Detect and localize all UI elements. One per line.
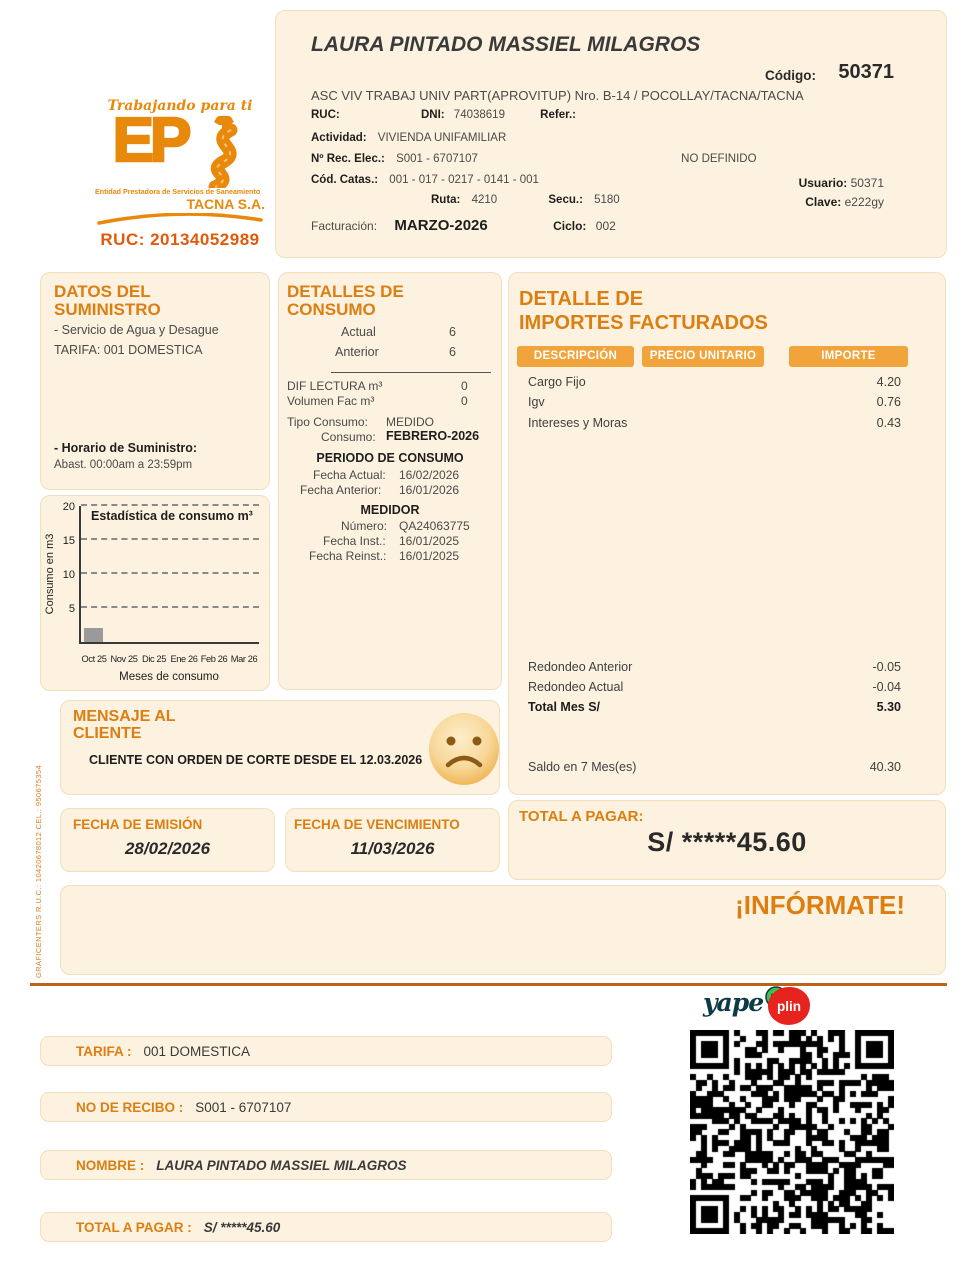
consumption-chart-panel <box>40 495 270 691</box>
fecha-emision-value: 28/02/2026 <box>124 839 211 858</box>
dif-value: 0 <box>461 379 468 393</box>
datos-suministro-panel <box>40 272 270 490</box>
logo-faucet-road-icon <box>189 116 247 188</box>
chart-y-tick: 20 <box>62 501 75 513</box>
consumo-title-line2: CONSUMO <box>287 299 376 319</box>
importe-row <box>528 416 901 430</box>
fecha-vencimiento-label: FECHA DE VENCIMIENTO <box>294 817 460 832</box>
usuario-label: Usuario: <box>798 176 848 190</box>
footer-recibo-label: NO DE RECIBO : <box>76 1099 184 1115</box>
chart-x-tick: Nov 25 <box>110 654 138 664</box>
catas-value: 001 - 017 - 0217 - 0141 - 001 <box>389 174 539 186</box>
mensaje-title-line2: CLIENTE <box>73 724 142 742</box>
tipo-label: Tipo Consumo: <box>287 415 368 429</box>
redondeo-anterior-label: Redondeo Anterior <box>528 660 633 674</box>
fecha-reinst-value: 16/01/2025 <box>399 549 460 563</box>
footer-tarifa-label: TARIFA : <box>76 1043 132 1059</box>
chart-y-tick: 5 <box>68 603 75 615</box>
mensaje-title-line1: MENSAJE AL <box>73 708 176 725</box>
horario-label: - Horario de Suministro: <box>54 441 198 455</box>
catas-label: Cód. Catas.: <box>311 174 379 186</box>
importe-amount: 4.20 <box>876 375 901 389</box>
suministro-title-line2: SUMINISTRO <box>54 299 161 319</box>
actividad-value: VIVIENDA UNIFAMILIAR <box>377 132 507 144</box>
chart-gridline <box>81 572 259 574</box>
importe-desc: Cargo Fijo <box>528 375 586 389</box>
chart-x-tick: Mar 26 <box>230 654 258 664</box>
detalles-consumo-panel <box>278 272 502 690</box>
importes-title-line2: IMPORTES FACTURADOS <box>519 312 768 334</box>
col-importe: IMPORTE <box>789 346 908 367</box>
fecha-vencimiento-value: 11/03/2026 <box>350 839 435 858</box>
anterior-value: 6 <box>449 345 456 359</box>
col-precio-unitario: PRECIO UNITARIO <box>642 346 764 367</box>
total-pagar-label: TOTAL A PAGAR: <box>519 808 644 825</box>
importe-amount: 0.76 <box>876 395 901 409</box>
chart-gridline <box>81 538 259 540</box>
footer-nombre-value: LAURA PINTADO MASSIEL MILAGROS <box>156 1157 407 1173</box>
logo-tagline: Trabajando para ti <box>107 98 253 114</box>
clave-value: e222gy <box>844 195 884 209</box>
footer-row-total <box>40 1212 612 1242</box>
no-definido: NO DEFINIDO <box>681 153 757 165</box>
footer-tarifa-value: 001 DOMESTICA <box>143 1043 251 1059</box>
consumo-separator <box>331 372 491 373</box>
usuario-value: 50371 <box>850 176 884 190</box>
redondeo-actual-value: -0.04 <box>872 680 901 694</box>
anterior-label: Anterior <box>335 345 379 359</box>
redondeo-anterior-value: -0.05 <box>872 660 901 674</box>
importe-desc: Intereses y Moras <box>528 416 628 430</box>
clave-label: Clave: <box>805 195 842 209</box>
footer-row-recibo <box>40 1092 612 1122</box>
actividad-label: Actividad: <box>311 132 367 144</box>
horario-value: Abast. 00:00am a 23:59pm <box>54 459 193 471</box>
footer-total-value: S/ *****45.60 <box>203 1219 281 1235</box>
secu-value: 5180 <box>594 194 620 206</box>
actual-label: Actual <box>341 325 376 339</box>
logo-ep-text: EP <box>112 106 188 175</box>
redondeo-actual-label: Redondeo Actual <box>528 680 624 694</box>
tipo-value: MEDIDO <box>386 415 434 429</box>
footer-row-tarifa <box>40 1036 612 1066</box>
rec-elec-value: S001 - 6707107 <box>396 153 478 165</box>
mensaje-body: CLIENTE CON ORDEN DE CORTE DESDE EL 12.03.2026 <box>89 753 423 767</box>
chart-x-tick: Feb 26 <box>200 654 228 664</box>
importe-row <box>528 395 901 409</box>
suministro-service: - Servicio de Agua y Desague <box>54 323 219 337</box>
consumo-title-line1: DETALLES DE <box>287 282 404 301</box>
section-divider <box>30 983 947 986</box>
fecha-anterior-label: Fecha Anterior: <box>300 483 382 497</box>
customer-name: LAURA PINTADO MASSIEL MILAGROS <box>311 33 701 56</box>
ruta-value: 4210 <box>471 194 498 206</box>
secu-label: Secu.: <box>548 194 583 206</box>
chart-bar <box>84 628 103 642</box>
chart-title: Estadística de consumo m³ <box>91 509 253 523</box>
fecha-actual-label: Fecha Actual: <box>313 468 386 482</box>
logo-swoosh <box>95 213 265 225</box>
importes-facturados-panel <box>508 272 946 795</box>
chart-y-axis-label: Consumo en m3 <box>44 533 56 615</box>
fecha-anterior-value: 16/01/2026 <box>399 483 460 497</box>
fecha-inst-label: Fecha Inst.: <box>323 534 386 548</box>
fecha-reinst-label: Fecha Reinst.: <box>309 549 387 563</box>
ciclo-value: 002 <box>595 219 616 233</box>
footer-total-label: TOTAL A PAGAR : <box>76 1219 192 1235</box>
logo-subtitle: Entidad Prestadora de Servicios de Saneamiento <box>95 188 261 196</box>
informate-text: ¡INFÓRMATE! <box>735 890 905 920</box>
vol-label: Volumen Fac m³ <box>287 394 375 408</box>
chart-y-tick: 10 <box>62 569 75 581</box>
facturacion-label: Facturación: <box>311 219 378 233</box>
actual-value: 6 <box>449 325 456 339</box>
redondeo-anterior-row <box>528 660 901 674</box>
chart-x-tick: Dic 25 <box>142 654 166 664</box>
suministro-title-line1: DATOS DEL <box>54 282 151 301</box>
total-mes-label: Total Mes S/ <box>528 700 601 714</box>
total-mes-row <box>528 700 901 714</box>
chart-x-tick: Ene 26 <box>170 654 198 664</box>
redondeo-actual-row <box>528 680 901 694</box>
consumo-mes-label: Consumo: <box>321 430 376 444</box>
logo-city: TACNA S.A. <box>186 196 265 212</box>
plin-logo <box>768 987 810 1025</box>
fecha-actual-value: 16/02/2026 <box>399 468 460 482</box>
plin-label: plin <box>777 998 801 1014</box>
fecha-emision-label: FECHA DE EMISIÓN <box>73 817 203 832</box>
importe-desc: Igv <box>528 395 545 409</box>
customer-header-panel <box>275 10 947 258</box>
logo-ruc: RUC: 20134052989 <box>100 230 260 249</box>
dif-label: DIF LECTURA m³ <box>287 379 383 393</box>
total-pagar-value: S/ *****45.60 <box>647 827 807 857</box>
printer-side-text: GRAFICENTERS R.U.C.: 10420678012 CEL.: 950675354 <box>34 764 43 978</box>
vol-value: 0 <box>461 394 468 408</box>
sad-face-icon <box>427 711 501 787</box>
chart-x-axis-label: Meses de consumo <box>119 671 219 683</box>
chart-gridline <box>81 504 259 506</box>
ciclo-label: Ciclo: <box>553 219 587 233</box>
saldo-row <box>528 760 901 774</box>
refer-label: Refer.: <box>540 109 576 121</box>
periodo-title: PERIODO DE CONSUMO <box>316 451 464 465</box>
suministro-tarifa: TARIFA: 001 DOMESTICA <box>54 343 203 357</box>
medidor-title: MEDIDOR <box>360 503 420 517</box>
eps-logo <box>95 98 265 250</box>
saldo-label: Saldo en 7 Mes(es) <box>528 760 637 774</box>
saldo-value: 40.30 <box>869 760 901 774</box>
dni-label: DNI: <box>420 109 445 121</box>
total-mes-value: 5.30 <box>876 700 901 714</box>
yape-logo: yape <box>703 988 764 1017</box>
codigo-label: Código: <box>765 68 816 83</box>
importe-amount: 0.43 <box>876 416 901 430</box>
numero-label: Número: <box>341 519 388 533</box>
chart-x-tick: Oct 25 <box>81 654 107 664</box>
col-descripcion: DESCRIPCIÓN <box>517 346 634 367</box>
footer-recibo-value: S001 - 6707107 <box>195 1099 292 1115</box>
importes-title-line1: DETALLE DE <box>519 288 644 310</box>
footer-row-nombre <box>40 1150 612 1180</box>
consumo-mes-value: FEBRERO-2026 <box>386 429 480 443</box>
facturacion-value: MARZO-2026 <box>394 217 488 234</box>
dni-value: 74038619 <box>453 109 505 121</box>
customer-address: ASC VIV TRABAJ UNIV PART(APROVITUP) Nro. B-14 / POCOLLAY/TACNA/TACNA <box>311 88 804 103</box>
fecha-inst-value: 16/01/2025 <box>399 534 460 548</box>
fecha-vencimiento-panel <box>285 808 500 872</box>
footer-nombre-label: NOMBRE : <box>76 1157 145 1173</box>
rec-elec-label: Nº Rec. Elec.: <box>311 153 385 165</box>
chart-x-ticks <box>79 654 259 664</box>
chart-plot-area <box>44 501 259 644</box>
chart-gridline <box>81 606 259 608</box>
importe-row <box>528 375 901 389</box>
total-pagar-panel <box>508 800 946 880</box>
numero-value: QA24063775 <box>399 519 470 533</box>
informate-panel <box>60 885 946 975</box>
mensaje-cliente-panel <box>60 700 500 795</box>
chart-y-tick: 15 <box>62 535 75 547</box>
fecha-emision-panel <box>60 808 275 872</box>
ruta-label: Ruta: <box>431 194 461 206</box>
ruc-label: RUC: <box>311 109 340 121</box>
codigo-value: 50371 <box>838 61 894 83</box>
qr-code <box>690 1030 894 1234</box>
